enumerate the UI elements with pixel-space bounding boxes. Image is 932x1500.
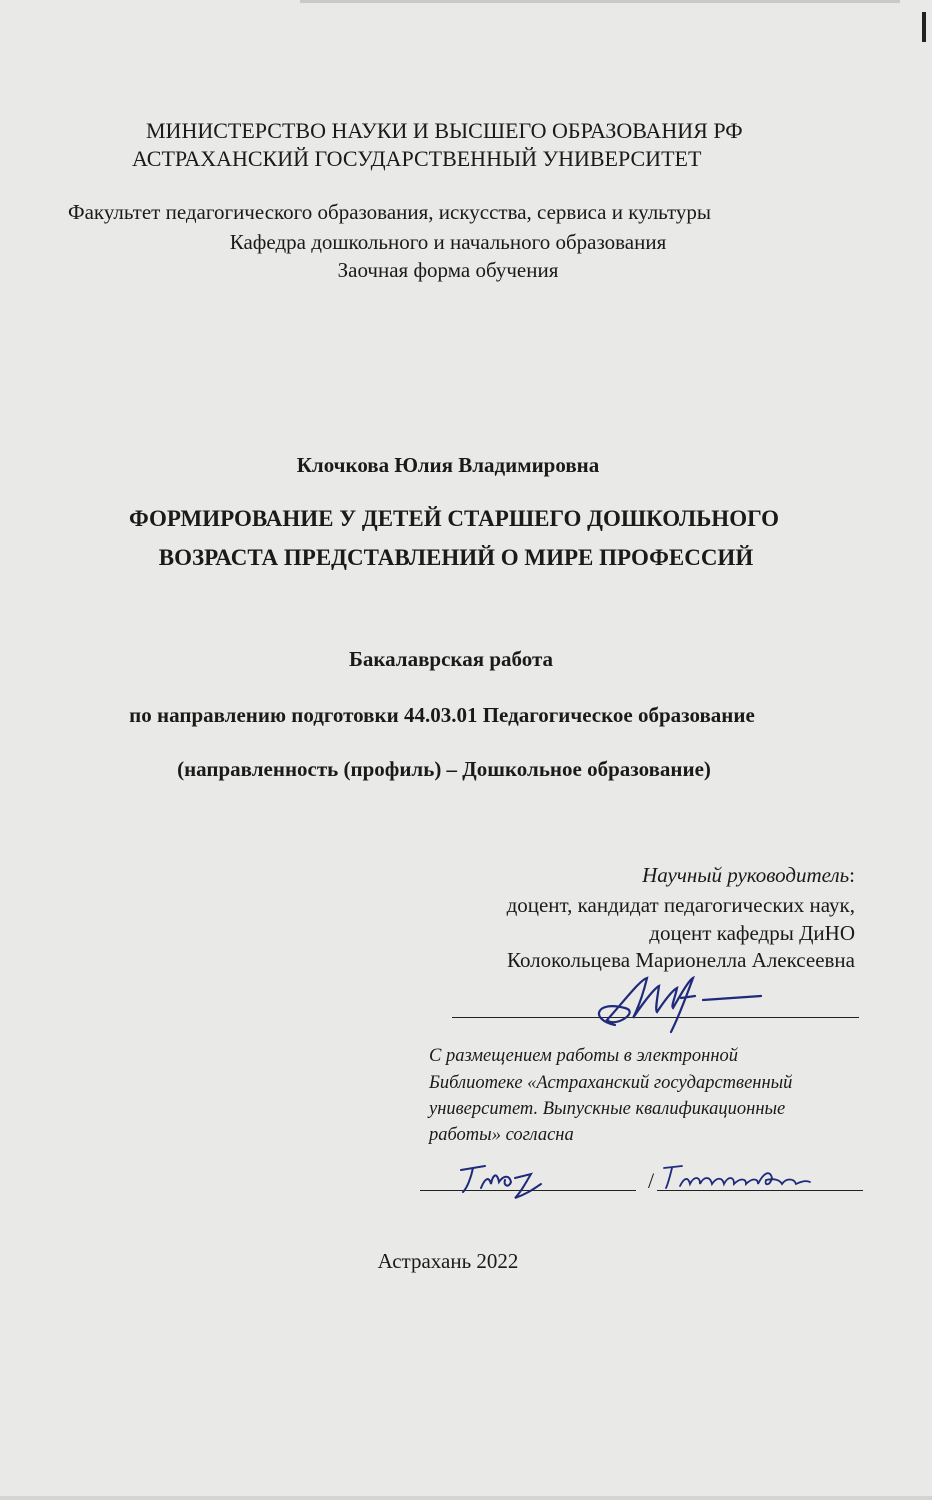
student-signature — [455, 1158, 555, 1202]
consent-line3: университет. Выпускные квалификационные — [429, 1099, 786, 1119]
city-year: Астрахань 2022 — [377, 1249, 519, 1273]
supervisor-label: Научный руководитель — [642, 863, 850, 887]
signature-slash: / — [648, 1168, 655, 1193]
scan-edge-bottom — [0, 1496, 932, 1500]
supervisor-signature — [585, 970, 775, 1040]
profile-line: (направленность (профиль) – Дошкольное образование) — [177, 757, 711, 781]
ministry-line: МИНИСТЕРСТВО НАУКИ И ВЫСШЕГО ОБРАЗОВАНИЯ РФ — [146, 118, 743, 143]
supervisor-label-line — [642, 863, 855, 888]
student-surname-handwritten — [660, 1160, 820, 1196]
thesis-title-line1: ФОРМИРОВАНИЕ У ДЕТЕЙ СТАРШЕГО ДОШКОЛЬНОГО — [128, 506, 780, 531]
consent-line2: Библиотеке «Астраханский государственный — [429, 1073, 793, 1093]
supervisor-name: Колокольцева Марионелла Алексеевна — [506, 948, 855, 972]
scan-edge-top — [300, 0, 900, 3]
work-type: Бакалаврская работа — [348, 647, 554, 671]
consent-line4: работы» согласна — [429, 1125, 574, 1145]
direction-line: по направлению подготовки 44.03.01 Педагогическое образование — [129, 703, 755, 727]
supervisor-degree: доцент, кандидат педагогических наук, — [506, 893, 855, 917]
study-form-line: Заочная форма обучения — [337, 258, 559, 282]
department-line: Кафедра дошкольного и начального образования — [229, 230, 667, 254]
consent-line1: С размещением работы в электронной — [429, 1046, 739, 1066]
author-name: Клочкова Юлия Владимировна — [296, 453, 600, 477]
faculty-line: Факультет педагогического образования, искусства, сервиса и культуры — [68, 200, 711, 224]
supervisor-position: доцент кафедры ДиНО — [649, 921, 855, 945]
university-line: АСТРАХАНСКИЙ ГОСУДАРСТВЕННЫЙ УНИВЕРСИТЕТ — [132, 146, 702, 171]
scan-mark — [922, 12, 926, 42]
supervisor-colon: : — [849, 863, 855, 887]
thesis-title-line2: ВОЗРАСТА ПРЕДСТАВЛЕНИЙ О МИРЕ ПРОФЕССИЙ — [158, 545, 754, 570]
